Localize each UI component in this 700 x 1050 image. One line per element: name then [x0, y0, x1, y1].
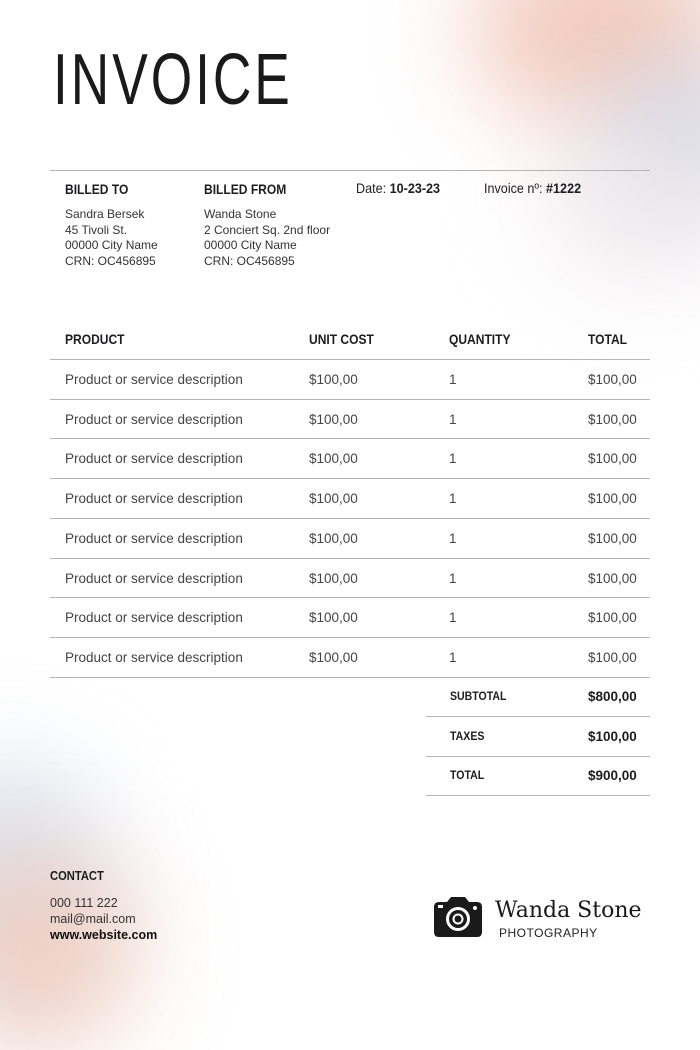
- camera-icon: [433, 896, 483, 943]
- billed-from-name: Wanda Stone: [204, 207, 277, 221]
- billed-from-block: [204, 181, 330, 269]
- billed-from-address: 2 Conciert Sq. 2nd floor: [204, 222, 331, 237]
- table-row: [50, 360, 650, 400]
- contact-phone: 000 111 222: [50, 896, 118, 910]
- billed-to-name: Sandra Bersek: [65, 207, 145, 221]
- billed-from-city: 00000 City Name: [204, 238, 297, 252]
- invoice-number: [484, 180, 581, 196]
- billed-to-crn: CRN: OC456895: [65, 253, 156, 268]
- unit-cost-cell: $100,00: [309, 570, 358, 586]
- contact-email: mail@mail.com: [50, 912, 136, 926]
- contact-block: [50, 868, 157, 943]
- unit-cost-cell: $100,00: [309, 451, 358, 467]
- total-row: [426, 756, 650, 796]
- invoice-number-label: Invoice nº:: [484, 180, 543, 196]
- billed-from-label: BILLED FROM: [204, 181, 287, 197]
- total-cell: $100,00: [588, 649, 637, 665]
- table-row: [50, 598, 650, 638]
- billed-to-address: 45 Tivoli St.: [65, 222, 128, 237]
- quantity-cell: 1: [449, 610, 457, 626]
- table-row: [50, 479, 650, 519]
- table-row: [50, 638, 650, 678]
- quantity-cell: 1: [449, 649, 457, 665]
- date-label: Date:: [356, 180, 387, 196]
- taxes-value: $100,00: [588, 729, 637, 744]
- total-cell: $100,00: [588, 372, 637, 387]
- invoice-date: [356, 180, 440, 196]
- unit-cost-cell: $100,00: [309, 491, 358, 507]
- unit-cost-cell: $100,00: [309, 372, 358, 387]
- column-header-unit-cost: UNIT COST: [309, 331, 374, 347]
- column-header-quantity: QUANTITY: [449, 331, 511, 347]
- total-cell: $100,00: [588, 610, 637, 626]
- table-row: [50, 559, 650, 599]
- taxes-row: [426, 717, 650, 757]
- total-value: $900,00: [588, 768, 637, 783]
- product-cell: Product or service description: [65, 610, 243, 626]
- product-cell: Product or service description: [65, 570, 243, 586]
- unit-cost-cell: $100,00: [309, 610, 358, 626]
- total-cell: $100,00: [588, 411, 637, 427]
- billed-to-city: 00000 City Name: [65, 238, 158, 252]
- billed-to-label: BILLED TO: [65, 181, 129, 197]
- table-row: [50, 400, 650, 440]
- column-header-product: PRODUCT: [65, 331, 125, 347]
- total-cell: $100,00: [588, 570, 637, 586]
- quantity-cell: 1: [449, 570, 457, 586]
- total-cell: $100,00: [588, 530, 637, 546]
- quantity-cell: 1: [449, 530, 457, 546]
- subtotal-label: SUBTOTAL: [450, 689, 507, 703]
- table-row: [50, 519, 650, 559]
- quantity-cell: 1: [449, 491, 457, 507]
- date-value: 10-23-23: [389, 180, 441, 196]
- unit-cost-cell: $100,00: [309, 530, 358, 546]
- unit-cost-cell: $100,00: [309, 649, 358, 665]
- product-cell: Product or service description: [65, 649, 243, 665]
- contact-website: www.website.com: [50, 928, 158, 942]
- taxes-label: TAXES: [450, 729, 485, 743]
- billed-to-block: [65, 181, 158, 269]
- invoice-title: INVOICE: [53, 40, 293, 120]
- unit-cost-cell: $100,00: [309, 411, 358, 427]
- brand-name: Wanda Stone: [495, 898, 642, 923]
- invoice-number-value: #1222: [546, 180, 582, 196]
- product-cell: Product or service description: [65, 451, 243, 467]
- product-cell: Product or service description: [65, 530, 243, 546]
- contact-label: CONTACT: [50, 868, 104, 883]
- product-cell: Product or service description: [65, 372, 243, 387]
- total-label: TOTAL: [450, 768, 485, 782]
- total-cell: $100,00: [588, 451, 637, 467]
- brand-tagline: PHOTOGRAPHY: [499, 926, 598, 940]
- decor-blob: [540, 120, 700, 290]
- table-row: [50, 439, 650, 479]
- header-divider: [50, 170, 650, 171]
- summary-divider: [426, 795, 650, 796]
- quantity-cell: 1: [449, 372, 457, 387]
- subtotal-value: $800,00: [588, 689, 637, 704]
- quantity-cell: 1: [449, 411, 457, 427]
- quantity-cell: 1: [449, 451, 457, 467]
- billed-from-crn: CRN: OC456895: [204, 253, 295, 268]
- total-cell: $100,00: [588, 491, 637, 507]
- subtotal-row: [426, 677, 650, 717]
- column-header-total: TOTAL: [588, 331, 628, 347]
- product-cell: Product or service description: [65, 411, 243, 427]
- product-cell: Product or service description: [65, 491, 243, 507]
